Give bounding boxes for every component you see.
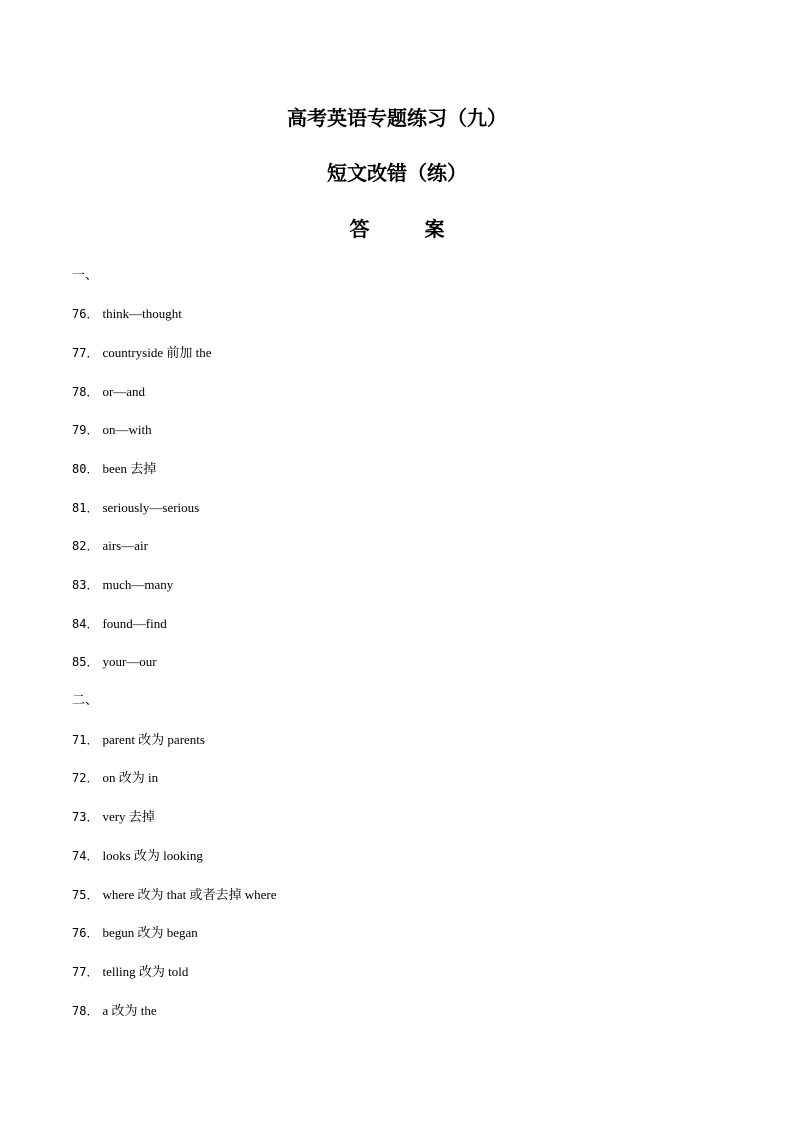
answer-text: on 改为 in [102, 770, 159, 785]
answer-number: 77． [72, 965, 99, 979]
answer-number: 71． [72, 733, 99, 747]
answer-number: 81． [72, 501, 99, 515]
answer-item [72, 887, 276, 903]
answer-number: 80． [72, 462, 99, 476]
answer-item [72, 616, 167, 632]
answer-item [72, 422, 152, 438]
answer-item [72, 345, 212, 361]
answer-text: or—and [102, 384, 146, 399]
answer-number: 76． [72, 307, 99, 321]
answer-item [72, 577, 173, 593]
answer-number: 78． [72, 385, 99, 399]
answer-text: on—with [102, 422, 152, 437]
answer-item [72, 732, 205, 748]
answer-number: 83． [72, 578, 99, 592]
answer-number: 73． [72, 810, 99, 824]
answer-text: been 去掉 [102, 461, 157, 476]
answer-text: seriously—serious [102, 500, 200, 515]
answer-heading: 答 案 [349, 217, 469, 241]
answer-text: much—many [102, 577, 174, 592]
answer-item [72, 654, 157, 670]
answer-number: 78． [72, 1004, 99, 1018]
answer-text: very 去掉 [102, 809, 155, 824]
answer-number: 75． [72, 888, 99, 902]
answer-number: 84． [72, 617, 99, 631]
answer-number: 76． [72, 926, 99, 940]
answer-text: begun 改为 began [102, 925, 198, 940]
answer-item [72, 809, 155, 825]
answer-item [72, 770, 158, 786]
answer-item [72, 925, 198, 941]
answer-text: think—thought [102, 306, 182, 321]
answer-number: 72． [72, 771, 99, 785]
answer-text: your—our [102, 654, 157, 669]
answer-text: found—find [102, 616, 167, 631]
answer-text: airs—air [102, 538, 148, 553]
section-label: 二、 [72, 693, 99, 708]
section-label: 一、 [72, 268, 99, 283]
page-subtitle: 短文改错（练） [327, 161, 467, 185]
answer-item [72, 848, 203, 864]
answer-text: telling 改为 told [102, 964, 189, 979]
answer-text: a 改为 the [102, 1003, 157, 1018]
answer-item [72, 306, 182, 322]
page-title: 高考英语专题练习（九） [287, 106, 507, 130]
answer-text: countryside 前加 the [102, 345, 212, 360]
answer-item [72, 1003, 157, 1019]
answer-text: where 改为 that 或者去掉 where [102, 887, 277, 902]
answer-text: parent 改为 parents [102, 732, 205, 747]
answer-number: 79． [72, 423, 99, 437]
answer-item [72, 461, 156, 477]
answer-text: looks 改为 looking [102, 848, 203, 863]
answer-item [72, 538, 148, 554]
answer-item [72, 964, 188, 980]
answer-item [72, 500, 199, 516]
answer-number: 77． [72, 346, 99, 360]
answer-number: 85． [72, 655, 99, 669]
answer-number: 82． [72, 539, 99, 553]
answer-number: 74． [72, 849, 99, 863]
answer-item [72, 384, 145, 400]
